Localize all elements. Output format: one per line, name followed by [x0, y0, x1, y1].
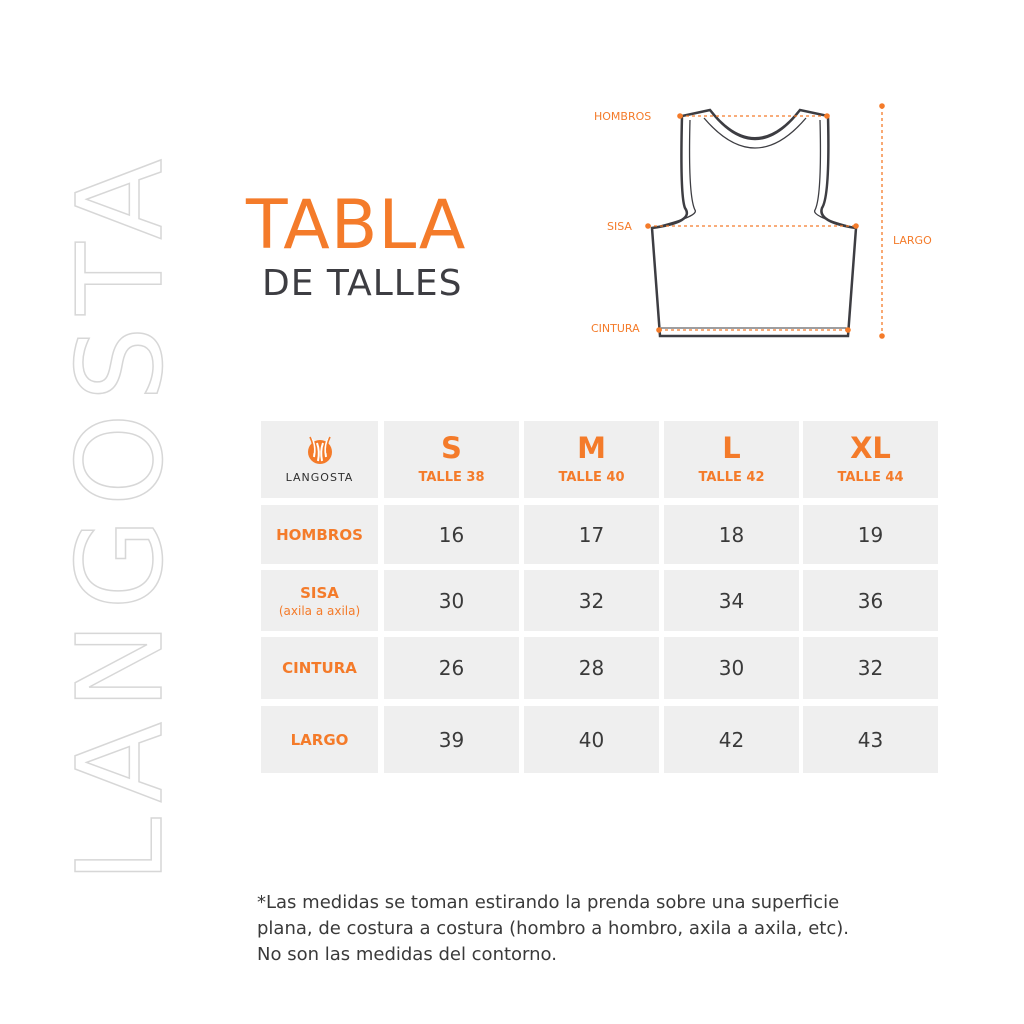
size-letter: S — [441, 431, 462, 465]
note-line: plana, de costura a costura (hombro a hombro, axila a axila, etc). — [257, 918, 849, 939]
note-line: No son las medidas del contorno. — [257, 944, 557, 965]
measurement-note — [257, 890, 957, 968]
cintura-dot-left — [656, 327, 662, 333]
size-header-s — [384, 421, 519, 498]
table-cell — [803, 505, 938, 564]
label-sisa: SISA — [607, 220, 632, 233]
table-cell — [384, 706, 519, 773]
cell-value: 30 — [718, 656, 745, 680]
cintura-dot-right — [845, 327, 851, 333]
page-title: TABLA — [246, 186, 467, 265]
brand-watermark: LANGOSTA — [51, 146, 189, 884]
size-letter: XL — [850, 431, 891, 465]
sisa-dot-right — [853, 223, 859, 229]
table-cell — [803, 706, 938, 773]
row-label-hombros — [261, 505, 378, 564]
size-header-xl — [803, 421, 938, 498]
table-cell — [664, 570, 799, 631]
size-talle: TALLE 44 — [837, 470, 904, 485]
largo-dot-bottom — [879, 333, 885, 339]
table-cell — [384, 570, 519, 631]
crop-top-outline — [652, 110, 856, 336]
table-cell — [803, 637, 938, 699]
row-label: LARGO — [290, 730, 349, 749]
cell-value: 30 — [438, 588, 465, 613]
largo-dot-top — [879, 103, 885, 109]
cell-value: 34 — [718, 588, 745, 613]
table-cell — [384, 637, 519, 699]
label-hombros: HOMBROS — [594, 110, 652, 123]
size-letter: M — [577, 431, 606, 465]
sisa-dot-left — [645, 223, 651, 229]
label-cintura: CINTURA — [591, 322, 640, 335]
page-subtitle: DE TALLES — [262, 263, 463, 304]
cell-value: 16 — [438, 522, 465, 547]
size-header-l — [664, 421, 799, 498]
table-cell — [524, 637, 659, 699]
row-label: SISA — [300, 583, 339, 602]
cell-value: 28 — [578, 656, 605, 680]
row-sublabel: (axila a axila) — [278, 603, 361, 618]
hombros-dot-right — [824, 113, 830, 119]
cell-value: 19 — [857, 522, 884, 547]
table-cell — [803, 570, 938, 631]
row-label: HOMBROS — [276, 525, 363, 544]
hombros-dot-left — [677, 113, 683, 119]
row-label-cintura — [261, 637, 378, 699]
row-label-sisa — [261, 570, 378, 631]
brand-name: LANGOSTA — [285, 471, 354, 484]
size-header-m — [524, 421, 659, 498]
size-talle: TALLE 42 — [698, 470, 765, 485]
cell-value: 32 — [857, 656, 884, 680]
table-cell — [664, 706, 799, 773]
row-label-largo — [261, 706, 378, 773]
langosta-logo-icon — [303, 435, 337, 465]
table-cell — [664, 637, 799, 699]
cell-value: 36 — [857, 588, 884, 613]
cell-value: 17 — [578, 522, 605, 547]
size-talle: TALLE 38 — [418, 470, 485, 485]
table-cell — [384, 505, 519, 564]
size-talle: TALLE 40 — [558, 470, 625, 485]
label-largo: LARGO — [893, 234, 932, 247]
table-cell — [524, 706, 659, 773]
logo-cell — [261, 421, 378, 498]
table-cell — [664, 505, 799, 564]
cell-value: 39 — [438, 727, 465, 752]
row-label: CINTURA — [282, 659, 357, 677]
cell-value: 18 — [718, 522, 745, 547]
table-cell — [524, 505, 659, 564]
cell-value: 40 — [578, 727, 605, 752]
note-line: *Las medidas se toman estirando la prenda sobre una superficie — [257, 892, 840, 913]
cell-value: 42 — [718, 727, 745, 752]
size-letter: L — [722, 431, 741, 465]
table-cell — [524, 570, 659, 631]
cell-value: 43 — [857, 727, 884, 752]
cell-value: 26 — [438, 656, 465, 680]
garment-diagram — [580, 96, 960, 346]
cell-value: 32 — [578, 588, 605, 613]
